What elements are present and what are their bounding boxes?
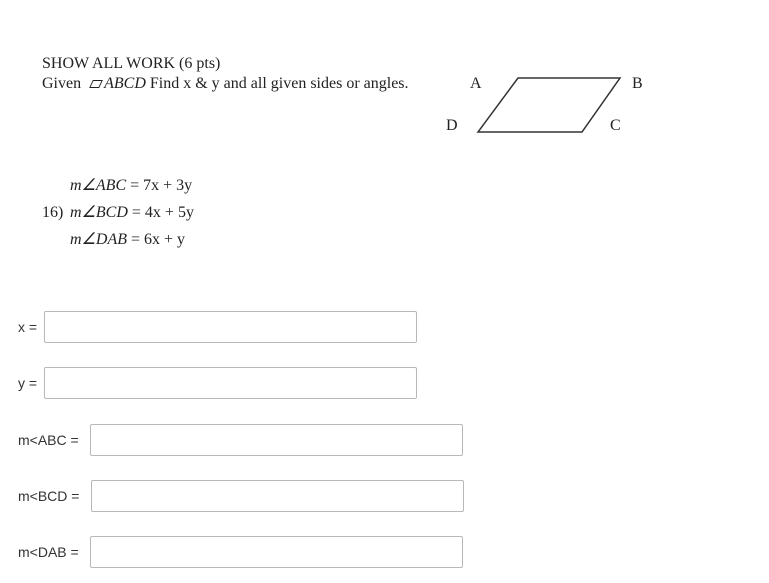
equation-dab xyxy=(70,231,185,249)
equation-abc-rhs: = 7x + 3y xyxy=(130,177,193,194)
parallelogram-shape xyxy=(478,78,620,132)
equation-abc-lhs: m∠ABC xyxy=(70,177,127,194)
problem-number: 16) xyxy=(42,204,64,221)
angle-abc-answer-label: m<ABC = xyxy=(18,432,79,448)
figure-name: ABCD xyxy=(104,75,146,92)
equation-dab-rhs: = 6x + y xyxy=(131,231,186,248)
equation-bcd-lhs: m∠BCD xyxy=(70,204,128,221)
equation-bcd xyxy=(70,204,194,222)
given-statement xyxy=(42,75,409,93)
vertex-label-c: C xyxy=(610,117,621,134)
angle-bcd-answer-label: m<BCD = xyxy=(18,488,80,504)
question-heading: SHOW ALL WORK (6 pts) xyxy=(42,55,221,72)
given-prefix: Given xyxy=(42,75,82,92)
angle-bcd-answer-input[interactable] xyxy=(91,480,464,512)
angle-dab-answer-label: m<DAB = xyxy=(18,544,79,560)
angle-abc-answer-input[interactable] xyxy=(90,424,463,456)
equation-dab-lhs: m∠DAB xyxy=(70,231,127,248)
vertex-label-a: A xyxy=(470,75,482,92)
equation-abc xyxy=(70,177,192,195)
y-answer-label: y = xyxy=(18,375,38,391)
angle-dab-answer-input[interactable] xyxy=(90,536,463,568)
given-suffix: Find x & y and all given sides or angles. xyxy=(149,75,409,92)
y-answer-input[interactable] xyxy=(44,367,417,399)
equation-bcd-rhs: = 4x + 5y xyxy=(131,204,194,221)
parallelogram-symbol-icon xyxy=(89,80,103,88)
parallelogram-figure xyxy=(470,72,630,142)
x-answer-label: x = xyxy=(18,319,38,335)
x-answer-input[interactable] xyxy=(44,311,417,343)
vertex-label-d: D xyxy=(446,117,458,134)
vertex-label-b: B xyxy=(632,75,643,92)
